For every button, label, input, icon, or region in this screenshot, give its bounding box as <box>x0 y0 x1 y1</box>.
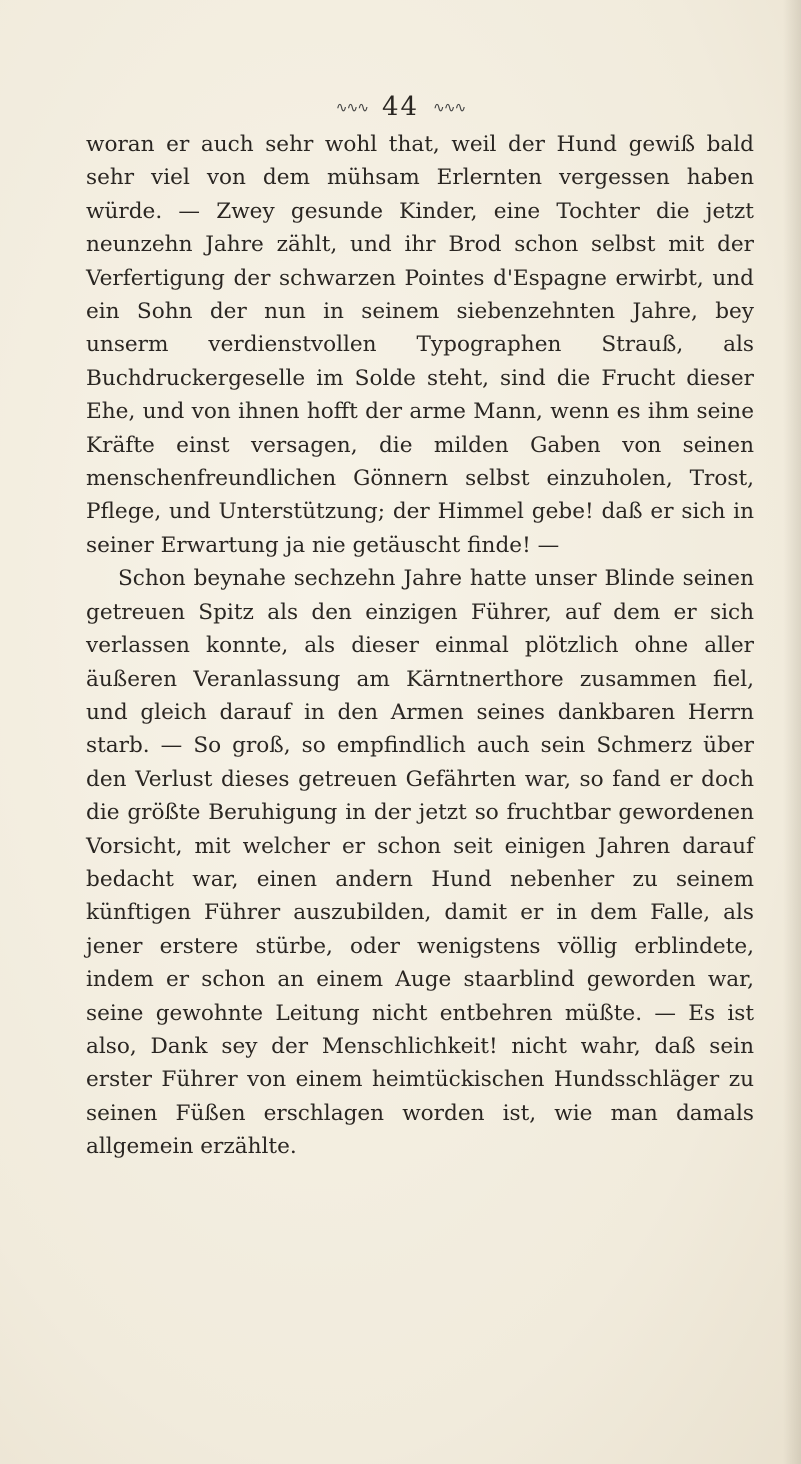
ornament-right: ∿∿∿ <box>433 100 466 116</box>
ornament-left: ∿∿∿ <box>335 100 368 116</box>
paragraph: Schon beynahe sechzehn Jahre hatte unser Blinde seinen getreuen Spitz als den einzigen Führer, auf dem er sich verlassen konnte, als dieser einmal plötzlich ohne aller äußeren Veranlassung am Kärntnerthore zusammen fiel, und gleich darauf in den Armen seines dankbaren Herrn starb. — So groß, so empfindlich auch sein Schmerz über den Verlust dieses getreuen Gefährten war, so fand er doch die größte Beruhigung in der jetzt so fruchtbar gewordenen Vorsicht, mit welcher er schon seit einigen Jahren darauf bedacht war, einen andern Hund nebenher zu seinem künftigen Führer auszubilden, damit er in dem Falle, als jener erstere stürbe, oder wenigstens völlig erblindete, indem er schon an einem Auge staarblind geworden war, seine gewohnte Leitung nicht entbehren müßte. — Es ist also, Dank sey der Menschlichkeit! nicht wahr, daß sein erster Führer von einem heimtückischen Hundsschläger zu seinen Füßen erschlagen worden ist, wie man damals allgemein erzählte. <box>86 566 754 1160</box>
page-header <box>0 92 801 122</box>
page-edge-shadow <box>783 0 801 1464</box>
page-number: 44 <box>381 92 420 122</box>
body-text <box>86 128 754 1164</box>
paragraph: woran er auch sehr wohl that, weil der Hund gewiß bald sehr viel von dem mühsam Erlernten vergessen haben würde. — Zwey gesunde Kinder, eine Tochter die jetzt neunzehn Jahre zählt, und ihr Brod schon selbst mit der Verfertigung der schwarzen Pointes d'Espagne erwirbt, und ein Sohn der nun in seinem siebenzehnten Jahre, bey unserm verdienstvollen Typographen Strauß, als Buchdruckergeselle im Solde steht, sind die Frucht dieser Ehe, und von ihnen hofft der arme Mann, wenn es ihm seine Kräfte einst versagen, die milden Gaben von seinen menschenfreundlichen Gönnern selbst einzuholen, Trost, Pflege, und Unterstützung; der Himmel gebe! daß er sich in seiner Erwartung ja nie getäuscht finde! — <box>86 132 754 558</box>
